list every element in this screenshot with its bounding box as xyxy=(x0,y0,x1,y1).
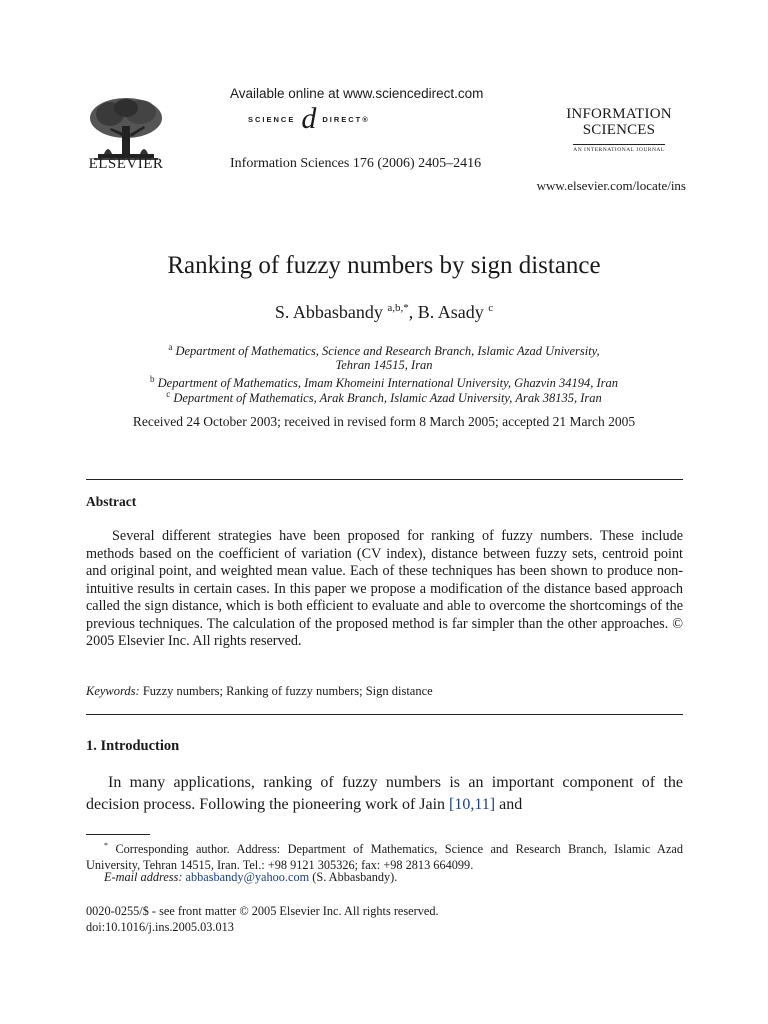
abstract-copyright: © 2005 Elsevier Inc. All rights reserved. xyxy=(86,615,684,649)
affiliation-mark: c xyxy=(166,389,171,399)
available-online-text: Available online at www.sciencedirect.com xyxy=(230,86,484,101)
affiliation-text: Department of Mathematics, Science and Research Branch, Islamic Azad University, xyxy=(175,344,600,359)
journal-logo xyxy=(554,106,684,156)
footnote-mark: * xyxy=(104,841,108,850)
author-name: B. Asady xyxy=(417,302,484,322)
keywords-label: Keywords: xyxy=(86,684,140,698)
abstract-text: Several different strategies have been proposed for ranking of fuzzy numbers. These include methods based on the coefficient of variation (CV index), distance between fuzzy sets, centroid point and original point, and weighted mean value. Each of these techniques has been shown to produce non-intuitive results in certain cases. In this paper we propose a modification of the distance based approach called the sign distance, which is both efficient to evaluate and able to overcome the shortcomings of the previous techniques. The calculation of the proposed method is far simpler than the other approaches. xyxy=(86,528,683,632)
section-heading: 1. Introduction xyxy=(86,738,180,754)
affiliation-text: Department of Mathematics, Arak Branch, Islamic Azad University, Arak 38135, Iran xyxy=(173,391,602,406)
divider xyxy=(86,479,683,480)
journal-logo-line1: INFORMATION xyxy=(566,106,672,122)
sd-at-symbol: d xyxy=(301,102,317,135)
sciencedirect-logo xyxy=(248,104,370,134)
author-separator: , xyxy=(408,302,418,322)
footnote-divider xyxy=(86,834,150,835)
affiliation-c xyxy=(0,389,768,406)
issn-line: 0020-0255/$ - see front matter © 2005 Elsevier Inc. All rights reserved. xyxy=(86,904,439,918)
intro-tail: and xyxy=(499,796,523,813)
author-list xyxy=(0,302,768,323)
author-marks: c xyxy=(488,302,494,314)
journal-url[interactable]: www.elsevier.com/locate/ins xyxy=(536,178,686,193)
affiliation-mark: a xyxy=(168,342,173,352)
journal-reference: Information Sciences 176 (2006) 2405–2416 xyxy=(230,156,482,171)
affiliation-a xyxy=(0,342,768,359)
citation-link[interactable]: [10,11] xyxy=(449,796,496,813)
author-marks: a,b,* xyxy=(387,302,409,314)
email-owner: (S. Abbasbandy). xyxy=(312,870,398,884)
affiliation-mark: b xyxy=(150,374,155,384)
abstract-body xyxy=(86,528,683,651)
received-dates: Received 24 October 2003; received in revised form 8 March 2005; accepted 21 March 2005 xyxy=(132,414,636,429)
doi-line: doi:10.1016/j.ins.2005.03.013 xyxy=(86,920,234,934)
email-link[interactable]: abbasbandy@yahoo.com xyxy=(185,870,310,884)
abstract-heading: Abstract xyxy=(86,494,137,509)
divider xyxy=(86,714,683,715)
sd-right-text: DIRECT® xyxy=(322,114,370,124)
email-line xyxy=(104,870,397,885)
sd-left-text: SCIENCE xyxy=(248,114,296,124)
journal-logo-line2: SCIENCES xyxy=(582,122,656,138)
intro-text: In many applications, ranking of fuzzy numbers is an important component of the decision process. Following the pioneering work of Jain xyxy=(86,774,683,813)
intro-paragraph xyxy=(86,772,683,816)
footnote xyxy=(86,838,683,873)
keywords xyxy=(86,684,433,699)
publisher-name: ELSEVIER xyxy=(88,156,164,172)
paper-title: Ranking of fuzzy numbers by sign distance xyxy=(167,252,601,279)
footnote-text: Corresponding author. Address: Department of Mathematics, Science and Research Branch, Islamic Azad University, Tehran 14515, Iran. Tel.: +98 9121 305326; fax: +98 2813 664099. xyxy=(86,842,684,873)
journal-logo-line3: AN INTERNATIONAL JOURNAL xyxy=(573,144,665,153)
author-name: S. Abbasbandy xyxy=(274,302,383,322)
keywords-list: Fuzzy numbers; Ranking of fuzzy numbers; Sign distance xyxy=(142,684,433,698)
affiliation-text: Department of Mathematics, Imam Khomeini International University, Ghazvin 34194, Iran xyxy=(157,376,618,391)
email-label: E-mail address: xyxy=(104,870,183,884)
affiliation-a-line2: Tehran 14515, Iran xyxy=(335,358,433,372)
